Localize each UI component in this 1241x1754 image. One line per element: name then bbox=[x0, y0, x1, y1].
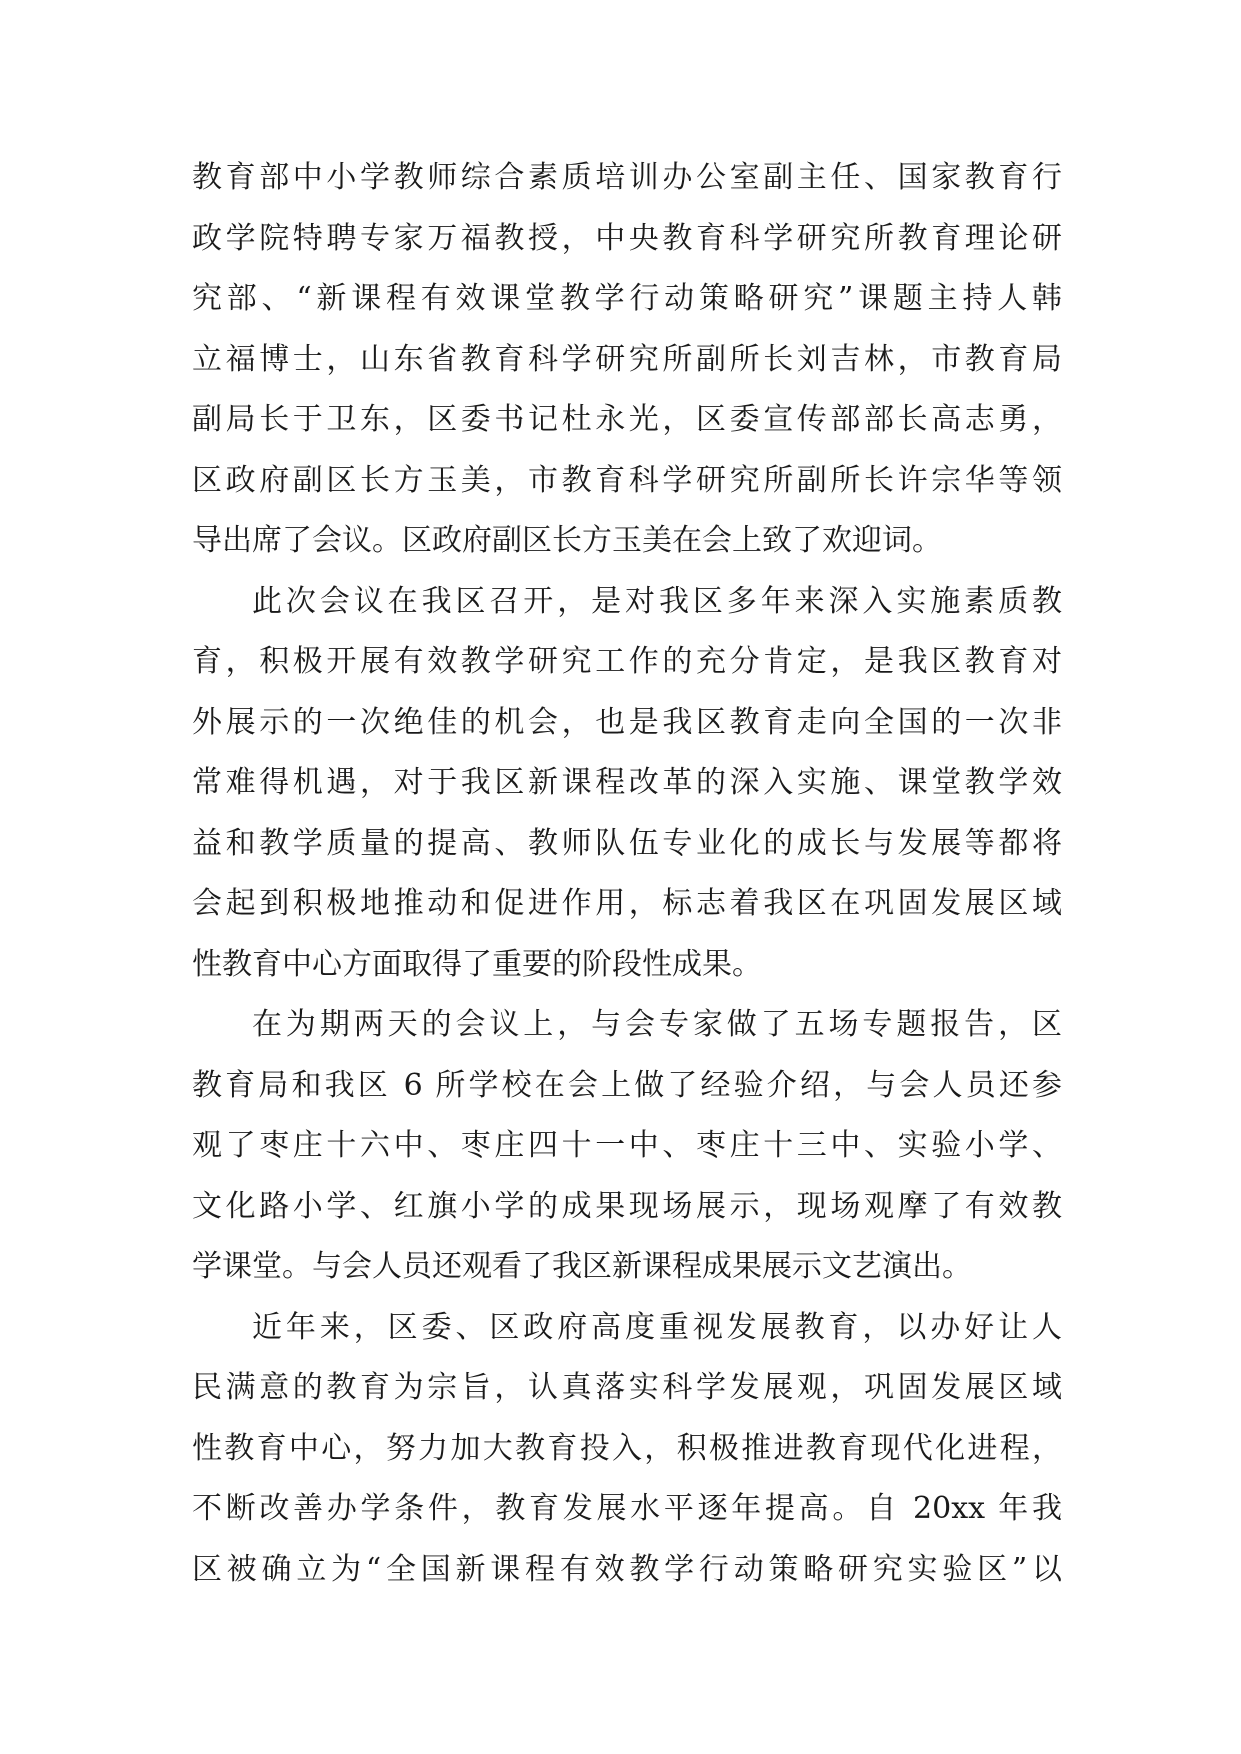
text-line: 会起到积极地推动和促进作用，标志着我区在巩固发展区域 bbox=[192, 886, 1062, 921]
text-line: 民满意的教育为宗旨，认真落实科学发展观，巩固发展区域 bbox=[192, 1370, 1062, 1405]
paragraph bbox=[192, 1298, 1062, 1601]
text-line: 育，积极开展有效教学研究工作的充分肯定，是我区教育对 bbox=[192, 644, 1062, 679]
text-line: 究部、“新课程有效课堂教学行动策略研究”课题主持人韩 bbox=[192, 281, 1062, 316]
text-line: 教育局和我区 6 所学校在会上做了经验介绍，与会人员还参 bbox=[192, 1067, 1062, 1103]
text-line: 在为期两天的会议上，与会专家做了五场专题报告，区 bbox=[252, 1007, 1062, 1042]
text-line: 教育部中小学教师综合素质培训办公室副主任、国家教育行 bbox=[192, 160, 1062, 195]
text-line: 区被确立为“全国新课程有效教学行动策略研究实验区”以 bbox=[192, 1551, 1062, 1587]
text-line: 文化路小学、红旗小学的成果现场展示，现场观摩了有效教 bbox=[192, 1188, 1062, 1224]
text-line: 副局长于卫东，区委书记杜永光，区委宣传部部长高志勇， bbox=[192, 402, 1062, 437]
text-line: 政学院特聘专家万福教授，中央教育科学研究所教育理论研 bbox=[192, 220, 1062, 256]
text-line: 性教育中心方面取得了重要的阶段性成果。 bbox=[192, 946, 762, 982]
text-line: 益和教学质量的提高、教师队伍专业化的成长与发展等都将 bbox=[192, 825, 1062, 861]
text-line: 导出席了会议。区政府副区长方玉美在会上致了欢迎词。 bbox=[192, 523, 942, 558]
paragraph bbox=[192, 148, 1062, 572]
text-line: 常难得机遇，对于我区新课程改革的深入实施、课堂教学效 bbox=[192, 765, 1062, 800]
paragraph bbox=[192, 995, 1062, 1298]
text-line: 此次会议在我区召开，是对我区多年来深入实施素质教 bbox=[252, 583, 1062, 619]
text-line: 近年来，区委、区政府高度重视发展教育，以办好让人 bbox=[252, 1309, 1062, 1345]
paragraph bbox=[192, 572, 1062, 996]
text-line: 不断改善办学条件，教育发展水平逐年提高。自 20xx 年我 bbox=[192, 1491, 1062, 1526]
text-line: 区政府副区长方玉美，市教育科学研究所副所长许宗华等领 bbox=[192, 462, 1062, 498]
body-text bbox=[192, 148, 1062, 1600]
text-line: 外展示的一次绝佳的机会，也是我区教育走向全国的一次非 bbox=[192, 704, 1062, 740]
text-line: 立福博士，山东省教育科学研究所副所长刘吉林，市教育局 bbox=[192, 341, 1062, 377]
text-line: 学课堂。与会人员还观看了我区新课程成果展示文艺演出。 bbox=[192, 1249, 972, 1284]
text-line: 观了枣庄十六中、枣庄四十一中、枣庄十三中、实验小学、 bbox=[192, 1128, 1062, 1163]
text-line: 性教育中心，努力加大教育投入，积极推进教育现代化进程， bbox=[192, 1430, 1062, 1466]
